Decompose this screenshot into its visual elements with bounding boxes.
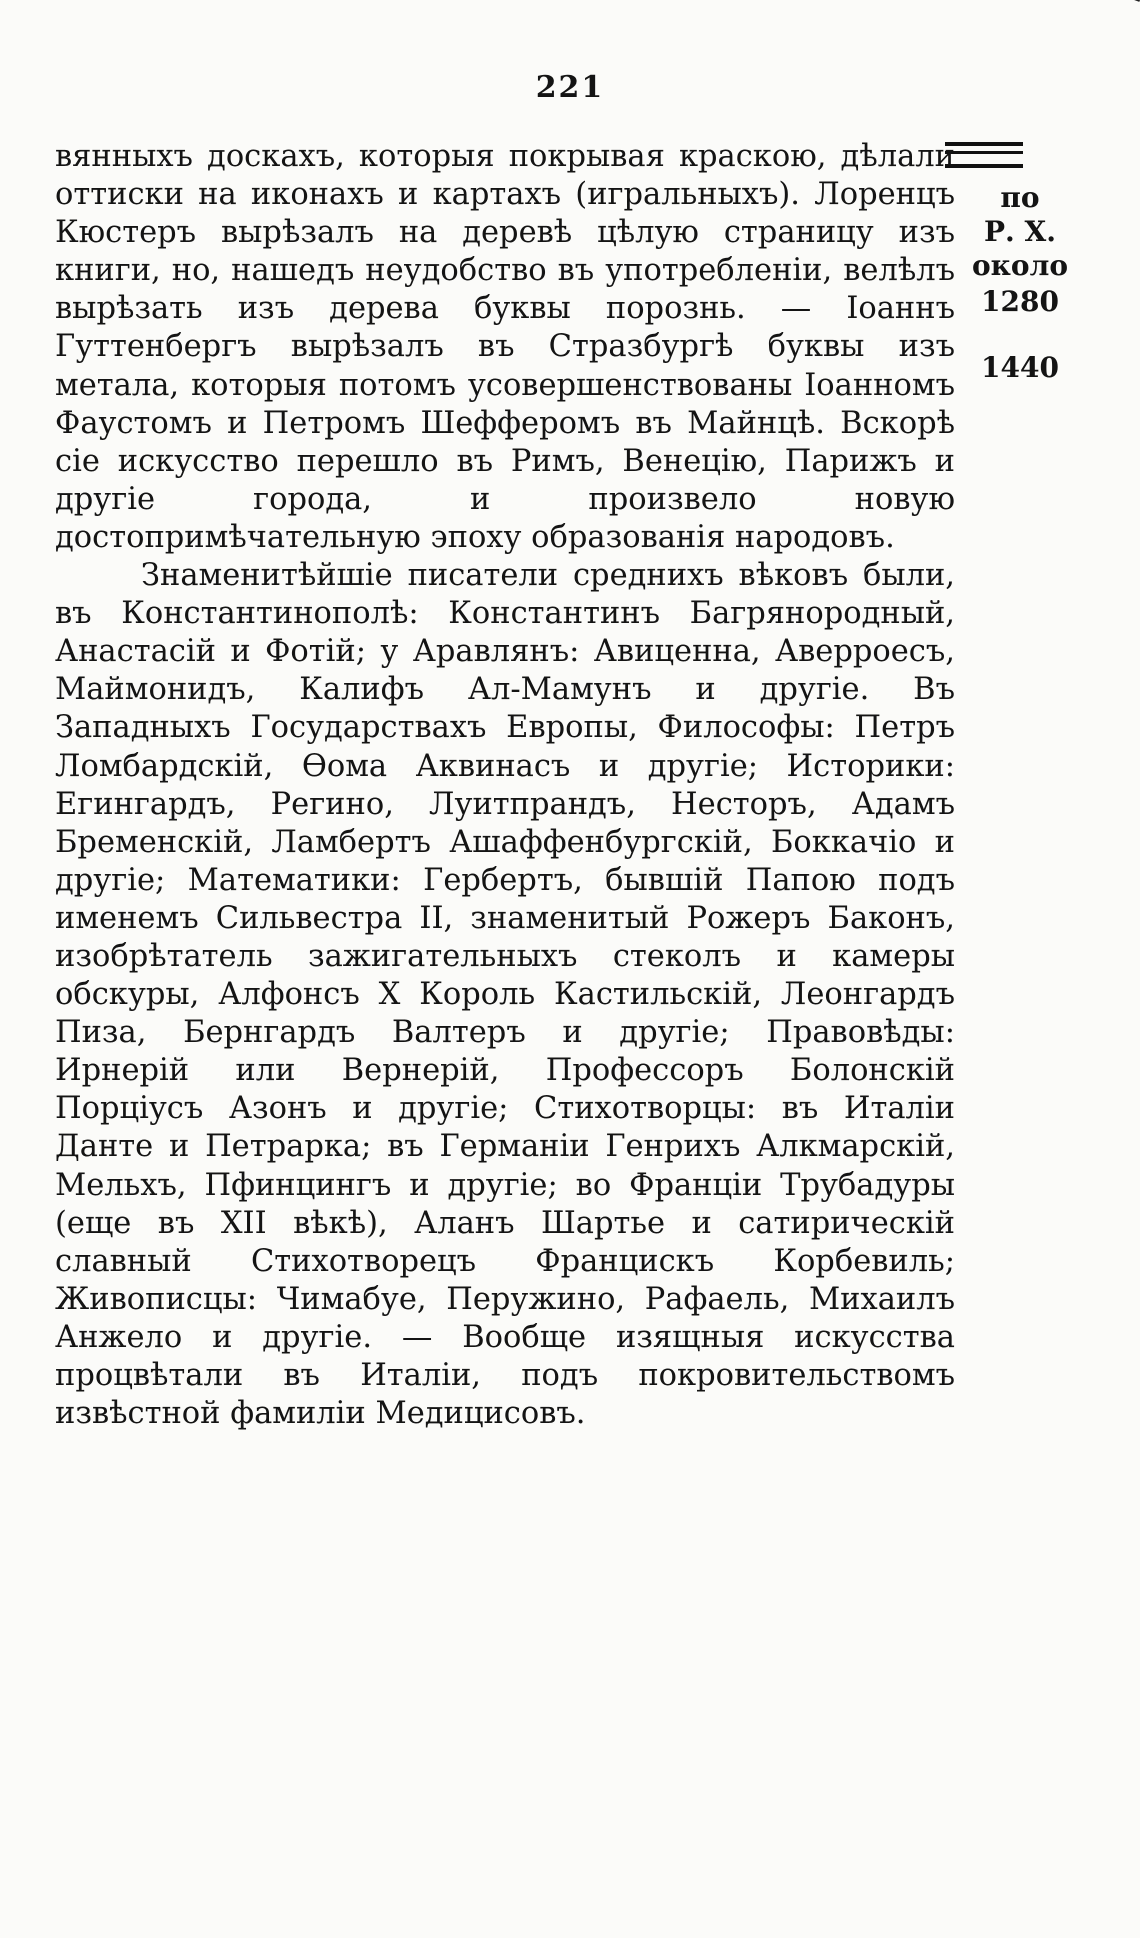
page-number: 221 — [535, 70, 605, 105]
page-edge-mark — [1041, 0, 1140, 39]
margin-note-po: по — [1000, 181, 1040, 214]
body-text — [55, 138, 955, 1433]
paragraph-writers: Знаменитѣйшіе писатели среднихъ вѣковъ были, въ Константинополѣ: Константинъ Багрянородный, Анастасій и Фотій; у Аравлянъ: Авиценна, Аверроесъ, Маймонидъ, Калифъ Ал-Мамунъ и другіе. Въ Западныхъ Государствахъ Европы, Философы: Петръ Ломбардскій, Ѳома Аквинасъ и другіе; Историки: Егингардъ, Регино, Луитпрандъ, Несторъ, Адамъ Бременскій, Ламбертъ Ашаффенбургскій, Боккачіо и другіе; Математики: Гербертъ, бывшій Папою подъ именемъ Сильвестра II, знаменитый Рожеръ Баконъ, изобрѣтатель зажигательныхъ стеколъ и камеры обскуры, Алфонсъ X Король Кастильскій, Леонгардъ Пиза, Бернгардъ Валтеръ и другіе; Правовѣды: Ирнерій или Вернерій, Профессоръ Болонскій Порціусъ Азонъ и другіе; Стихотворцы: въ Италіи Данте и Петрарка; въ Германіи Генрихъ Алкмарскій, Мельхъ, Пфинцингъ и другіе; во Франціи Трубадуры (еще въ XII вѣкѣ), Аланъ Шартье и сатирическій славный Стихотворецъ Францискъ Корбевиль; Живописцы: Чимабуе, Перужино, Рафаель, Михаилъ Анжело и другіе. — Вообще изящныя искусства процвѣтали въ Италіи, подъ покровительствомъ извѣстной фамиліи Медицисовъ. — [55, 558, 955, 1432]
paragraph-printing: вянныхъ доскахъ, которыя покрывая краскою, дѣлали оттиски на иконахъ и картахъ (игральныхъ). Лоренцъ Кюстеръ вырѣзалъ на деревѣ цѣлую страницу изъ книги, но, нашедъ неудобство въ употребленіи, велѣлъ вырѣзать изъ дерева буквы порознь. — Іоаннъ Гуттенбергъ вырѣзалъ въ Стразбургѣ буквы изъ метала, которыя потомъ усовершенствованы Іоанномъ Фаустомъ и Петромъ Шефферомъ въ Майнцѣ. Вскорѣ сіе искусство перешло въ Римъ, Венецію, Парижъ и другіе города, и произвело новую достопримѣчательную эпоху образованія народовъ. — [55, 139, 955, 555]
margin-note-year-1440: 1440 — [981, 351, 1059, 384]
margin-note-era: Р. Х. — [983, 215, 1057, 248]
margin-note-year-1280: 1280 — [981, 285, 1059, 318]
margin-note-about: около — [972, 249, 1068, 282]
margin-rule — [945, 142, 1023, 168]
